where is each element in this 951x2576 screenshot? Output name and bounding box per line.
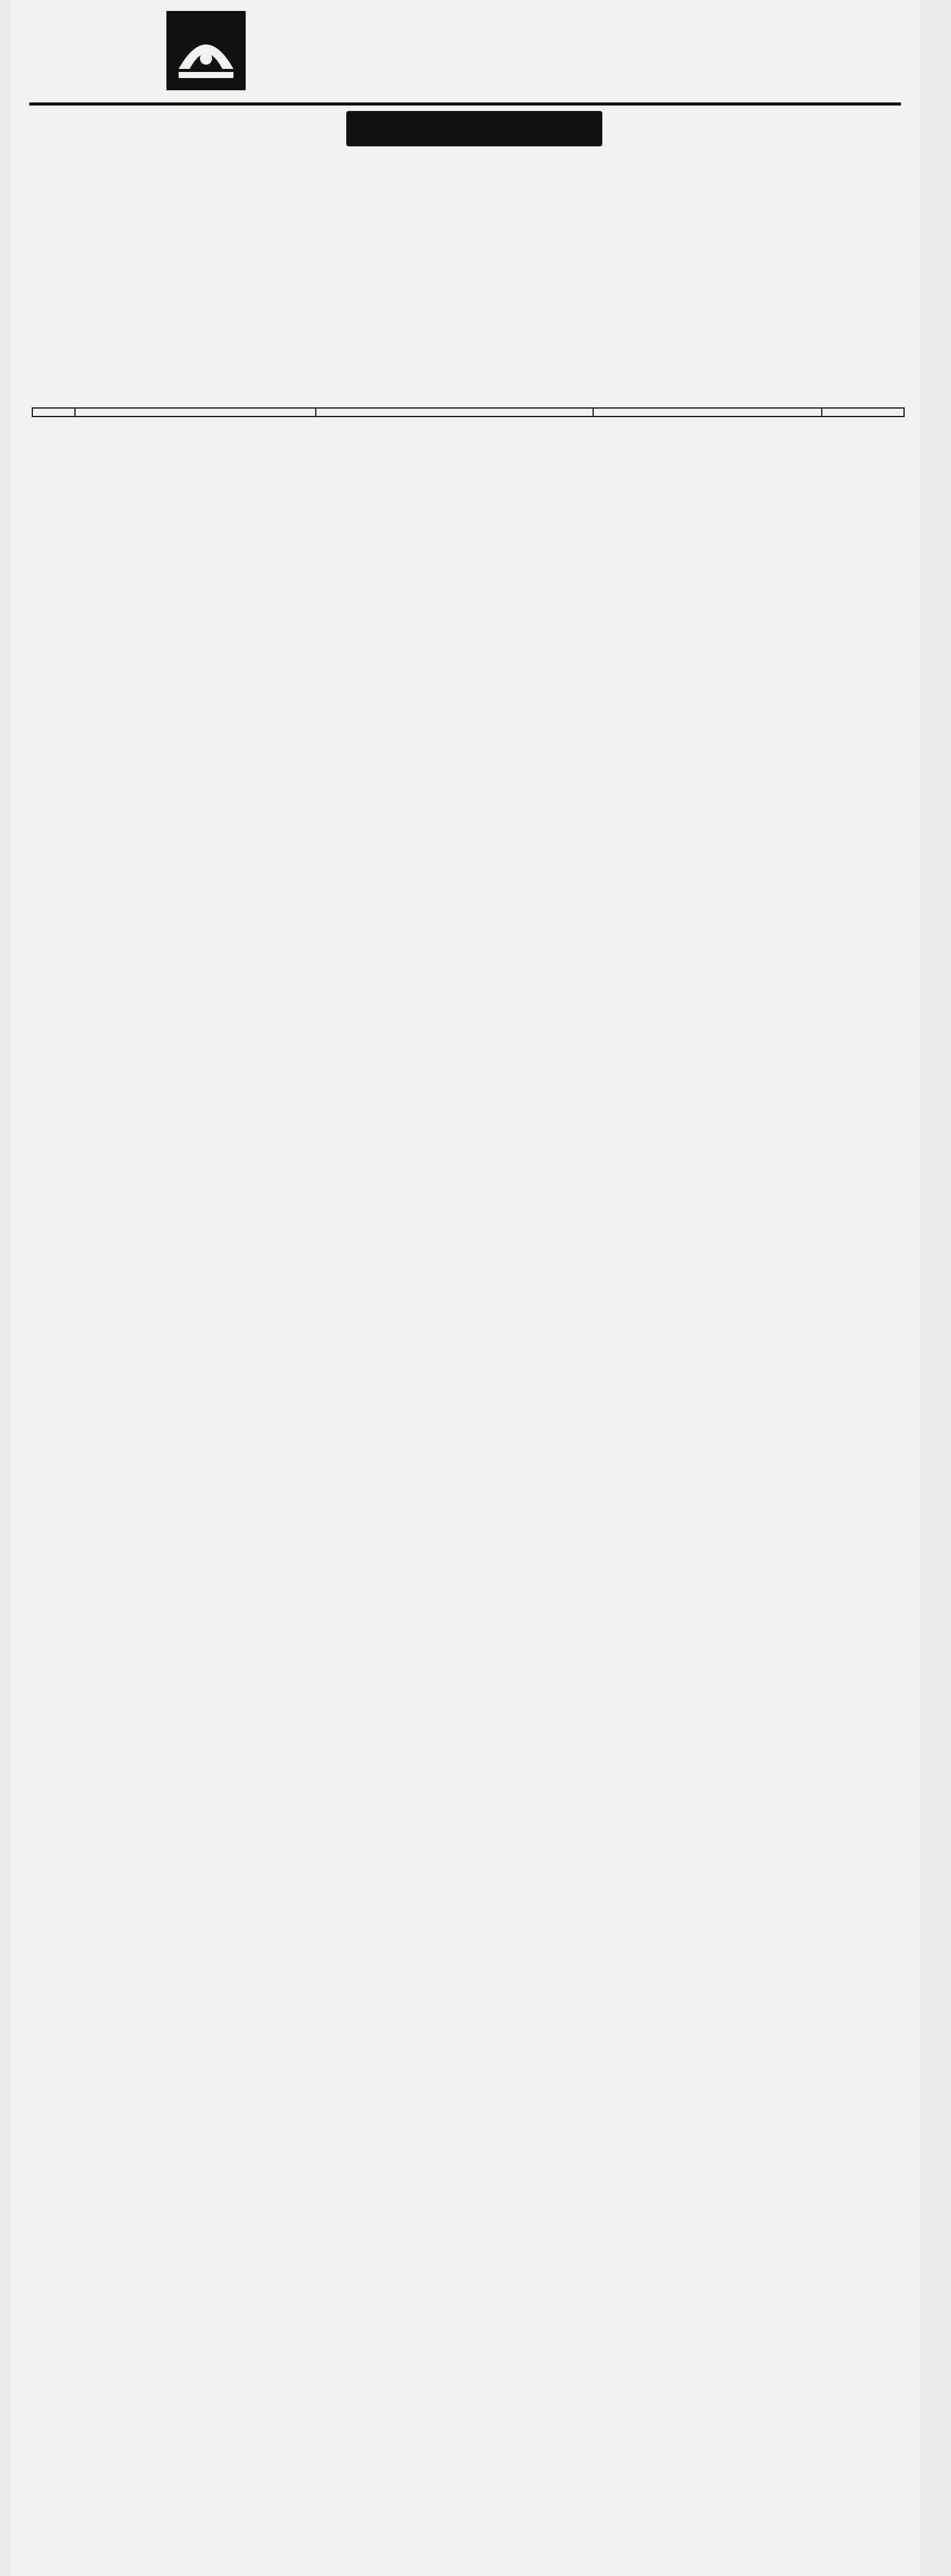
header-reserve	[593, 408, 822, 417]
notice-title-gujarati	[346, 111, 602, 146]
header-sr	[32, 408, 75, 417]
header-borrower	[75, 408, 316, 417]
auction-table	[32, 407, 905, 417]
header-possession	[822, 408, 904, 417]
header-divider	[29, 102, 901, 106]
newspaper-clipping	[11, 0, 921, 2576]
bank-logo-icon	[166, 11, 246, 90]
table-header-row	[32, 408, 904, 417]
header-property	[316, 408, 593, 417]
masthead	[11, 0, 921, 104]
